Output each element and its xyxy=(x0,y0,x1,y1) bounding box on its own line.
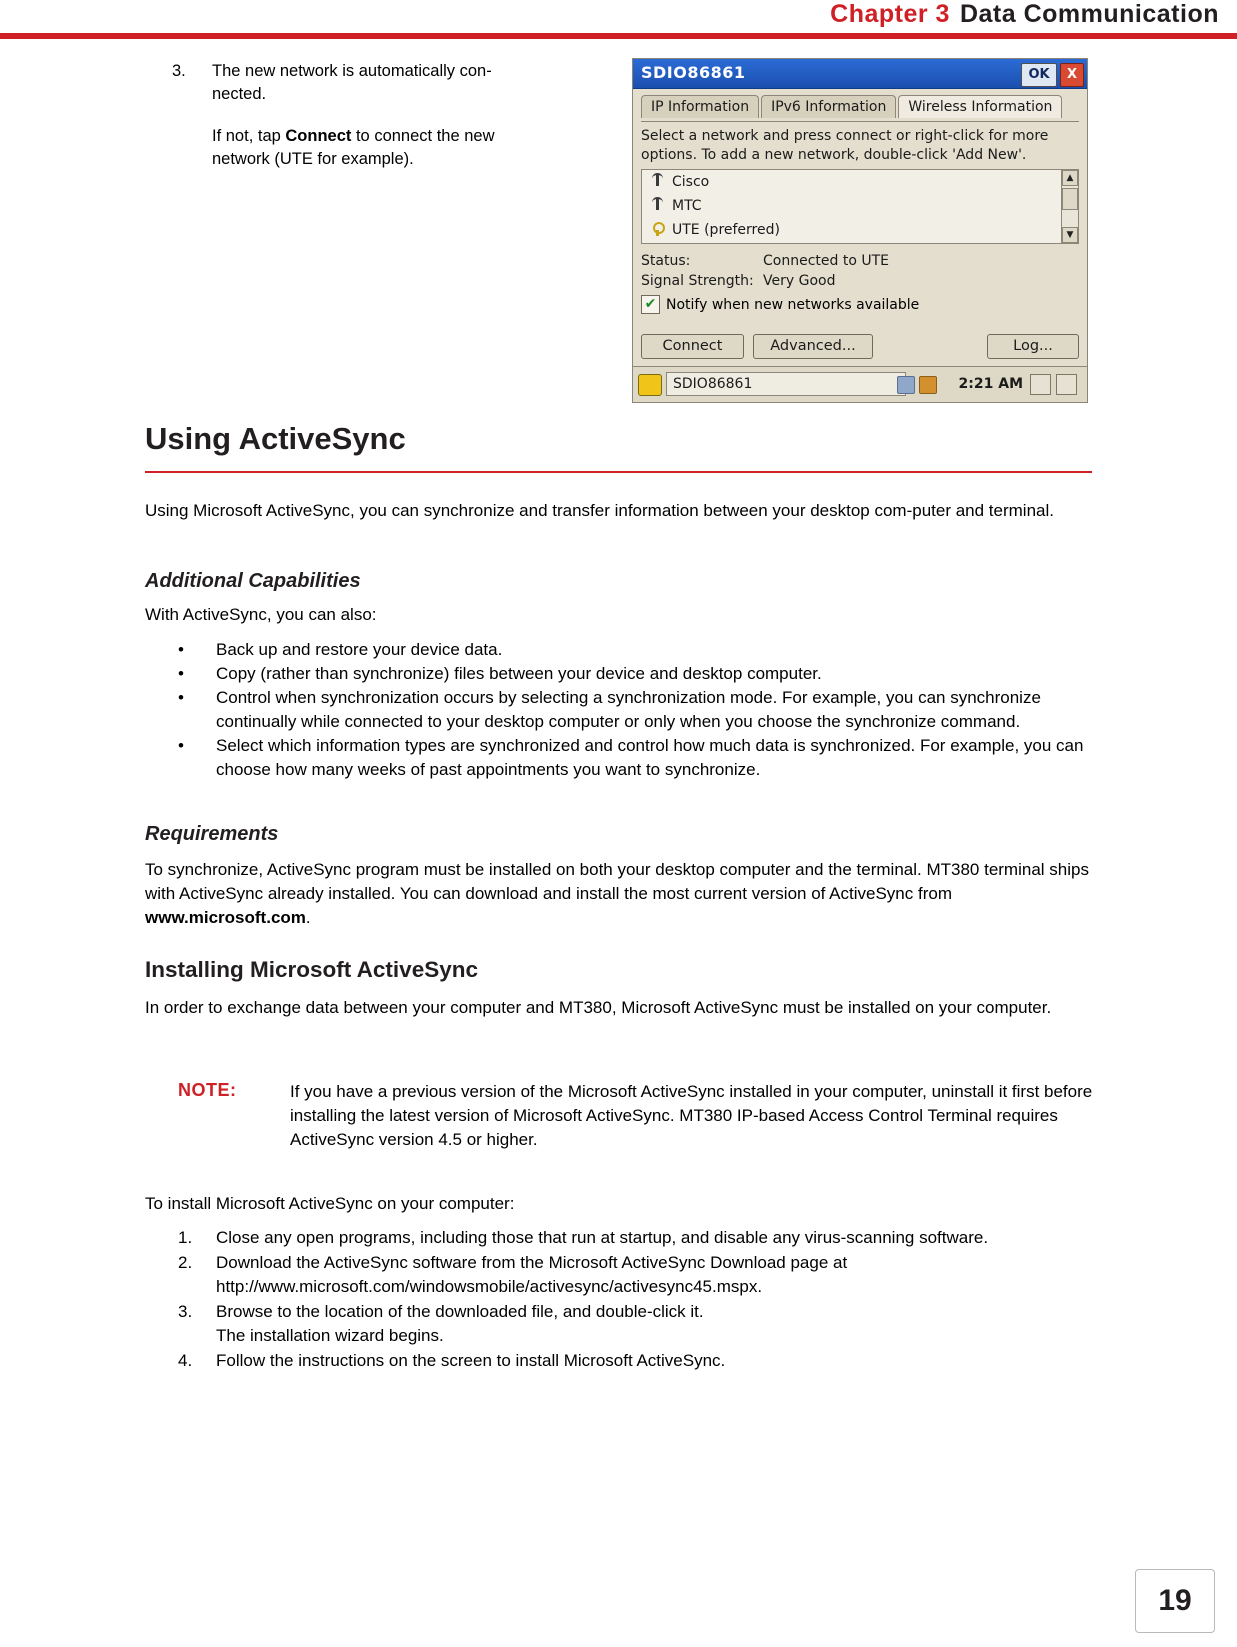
note-block xyxy=(178,1080,1098,1152)
bullet-text: Select which information types are synchronized and control how much data is synchronized. For example, you can choose how many weeks of past appointments you want to synchronize. xyxy=(216,736,1084,779)
device-ok-button[interactable]: OK xyxy=(1021,63,1057,87)
list-item xyxy=(178,1226,1093,1251)
list-item[interactable] xyxy=(642,170,1078,194)
step-3-line-4: network (UTE for example). xyxy=(212,150,414,168)
step-text: The installation wizard begins. xyxy=(216,1326,444,1345)
install-steps-list xyxy=(178,1226,1093,1373)
bullet-marker: • xyxy=(178,736,184,755)
note-text: If you have a previous version of the Microsoft ActiveSync installed in your computer, uninstall it first before installing the latest version of Microsoft ActiveSync. MT380 IP-based Access Control Terminal requires ActiveSync version 4.5 or higher. xyxy=(290,1082,1093,1149)
scrollbar-thumb[interactable] xyxy=(1062,188,1078,210)
step-number: 3. xyxy=(178,1301,193,1321)
step-3-number: 3. xyxy=(172,62,186,80)
step-number: 4. xyxy=(178,1350,193,1370)
start-icon[interactable] xyxy=(638,374,662,396)
scroll-down-icon[interactable]: ▼ xyxy=(1062,227,1078,243)
device-body xyxy=(633,89,1087,366)
scroll-up-icon[interactable]: ▲ xyxy=(1062,170,1078,186)
page-number-box xyxy=(1135,1569,1215,1633)
paragraph-additional-capabilities-intro: With ActiveSync, you can also: xyxy=(145,605,377,624)
header-rule xyxy=(0,33,1237,39)
step-3-line-3 xyxy=(212,125,592,148)
list-item[interactable] xyxy=(642,194,1078,218)
step-3-spacer xyxy=(212,106,592,125)
device-taskbar xyxy=(633,366,1087,402)
volume-tray-icon[interactable] xyxy=(919,376,937,394)
step-3-line-2: nected. xyxy=(212,85,267,103)
notify-checkbox-row[interactable] xyxy=(641,295,1079,315)
step-3-connect-bold: Connect xyxy=(285,127,352,145)
network-tray-icon[interactable] xyxy=(897,376,915,394)
taskbar-clock: 2:21 AM xyxy=(958,376,1023,392)
key-icon xyxy=(651,221,665,236)
tab-ipv6-information[interactable]: IPv6 Information xyxy=(761,95,896,118)
connect-button[interactable]: Connect xyxy=(641,334,744,359)
network-name: UTE (preferred) xyxy=(672,222,780,238)
paragraph-using-activesync-intro: Using Microsoft ActiveSync, you can synchronize and transfer information between your desktop com-puter and terminal. xyxy=(145,501,1054,520)
step-3-line-1: The new network is automatically con- xyxy=(212,62,492,80)
list-item xyxy=(178,662,1093,686)
header-chapter-label: Chapter 3 xyxy=(830,0,950,28)
heading-rule-using-activesync xyxy=(145,471,1092,473)
tab-ip-information[interactable]: IP Information xyxy=(641,95,759,118)
requirements-text-pre: To synchronize, ActiveSync program must be installed on both your desktop computer and the terminal. MT380 terminal ships with ActiveSync already installed. You can download and install the most current version of ActiveSync from xyxy=(145,860,1089,903)
heading-using-activesync: Using ActiveSync xyxy=(145,421,406,456)
device-instructions xyxy=(641,127,1079,165)
step-3-line-3-post: to connect the new xyxy=(351,127,495,145)
step-number: 2. xyxy=(178,1252,193,1272)
device-tabs xyxy=(641,95,1079,122)
step-number: 1. xyxy=(178,1228,193,1247)
bullet-marker: • xyxy=(178,640,184,659)
page-header xyxy=(0,0,1237,34)
list-item xyxy=(178,734,1093,782)
heading-additional-capabilities: Additional Capabilities xyxy=(145,570,361,592)
step-text: Download the ActiveSync software from the Microsoft ActiveSync Download page at http://www.microsoft.com/windowsmobile/activesync/activesync45.mspx. xyxy=(216,1252,848,1296)
checkbox-icon[interactable]: ✔ xyxy=(641,295,660,314)
requirements-url-bold: www.microsoft.com xyxy=(145,908,306,927)
network-name: MTC xyxy=(672,198,702,214)
device-button-row xyxy=(641,334,1079,360)
header-text xyxy=(830,0,1219,29)
network-name: Cisco xyxy=(672,174,710,190)
device-titlebar xyxy=(633,59,1087,89)
status-label: Status: xyxy=(641,253,691,269)
device-instructions-line-1: Select a network and press connect or right-click for more xyxy=(641,128,1049,144)
paragraph-installing-intro: In order to exchange data between your computer and MT380, Microsoft ActiveSync must be installed on your computer. xyxy=(145,998,1052,1017)
heading-installing-activesync: Installing Microsoft ActiveSync xyxy=(145,957,478,982)
heading-requirements: Requirements xyxy=(145,823,279,845)
list-item-continuation xyxy=(178,1324,1093,1349)
signal-row xyxy=(641,271,1079,291)
step-3-block xyxy=(172,60,592,171)
network-list-scrollbar[interactable] xyxy=(1061,170,1078,243)
signal-strength-value: Very Good xyxy=(763,273,836,289)
log-button[interactable]: Log... xyxy=(987,334,1079,359)
status-value: Connected to UTE xyxy=(763,253,889,269)
advanced-button[interactable]: Advanced... xyxy=(753,334,873,359)
step-3-line-3-pre: If not, tap xyxy=(212,127,286,145)
bullet-text: Control when synchronization occurs by selecting a synchronization mode. For example, you can synchronize continually while connected to your desktop computer or only when you choose the synchronize command. xyxy=(216,688,1041,731)
list-item xyxy=(178,638,1093,662)
antenna-icon xyxy=(651,173,665,188)
bullet-text: Copy (rather than synchronize) files between your device and desktop computer. xyxy=(216,664,822,683)
note-label: NOTE: xyxy=(178,1080,237,1100)
step-3-text xyxy=(212,60,592,171)
list-item[interactable] xyxy=(642,218,1078,242)
device-window-title: SDIO86861 xyxy=(641,63,746,82)
status-row xyxy=(641,251,1079,271)
list-item xyxy=(178,1251,1093,1300)
device-status-block xyxy=(641,251,1079,291)
additional-capabilities-bullets xyxy=(178,638,1093,782)
antenna-icon xyxy=(651,197,665,212)
desktop-icon[interactable] xyxy=(1056,374,1077,395)
bullet-text: Back up and restore your device data. xyxy=(216,640,503,659)
list-item xyxy=(178,1349,1093,1374)
requirements-text-post: . xyxy=(305,908,311,927)
paragraph-requirements xyxy=(145,858,1095,930)
list-item xyxy=(178,686,1093,734)
bullet-marker: • xyxy=(178,664,184,683)
step-text: Follow the instructions on the screen to install Microsoft ActiveSync. xyxy=(216,1350,726,1370)
bullet-marker: • xyxy=(178,688,184,707)
keyboard-icon[interactable] xyxy=(1030,374,1051,395)
paragraph-install-intro: To install Microsoft ActiveSync on your computer: xyxy=(145,1194,515,1213)
step-text: Close any open programs, including those that run at startup, and disable any virus-scanning software. xyxy=(216,1228,989,1247)
network-list[interactable] xyxy=(641,169,1079,244)
list-item xyxy=(178,1300,1093,1325)
device-instructions-line-2: options. To add a new network, double-click 'Add New'. xyxy=(641,147,1027,163)
tab-wireless-information[interactable]: Wireless Information xyxy=(898,95,1062,118)
step-text: Browse to the location of the downloaded file, and double-click it. xyxy=(216,1301,704,1321)
signal-strength-label: Signal Strength: xyxy=(641,273,754,289)
device-screenshot xyxy=(632,58,1088,403)
taskbar-task-button[interactable]: SDIO86861 xyxy=(666,372,906,396)
header-title-label: Data Communication xyxy=(959,0,1219,28)
page-number: 19 xyxy=(1158,1584,1192,1617)
close-icon[interactable]: X xyxy=(1060,63,1084,87)
notify-label: Notify when new networks available xyxy=(666,297,920,313)
